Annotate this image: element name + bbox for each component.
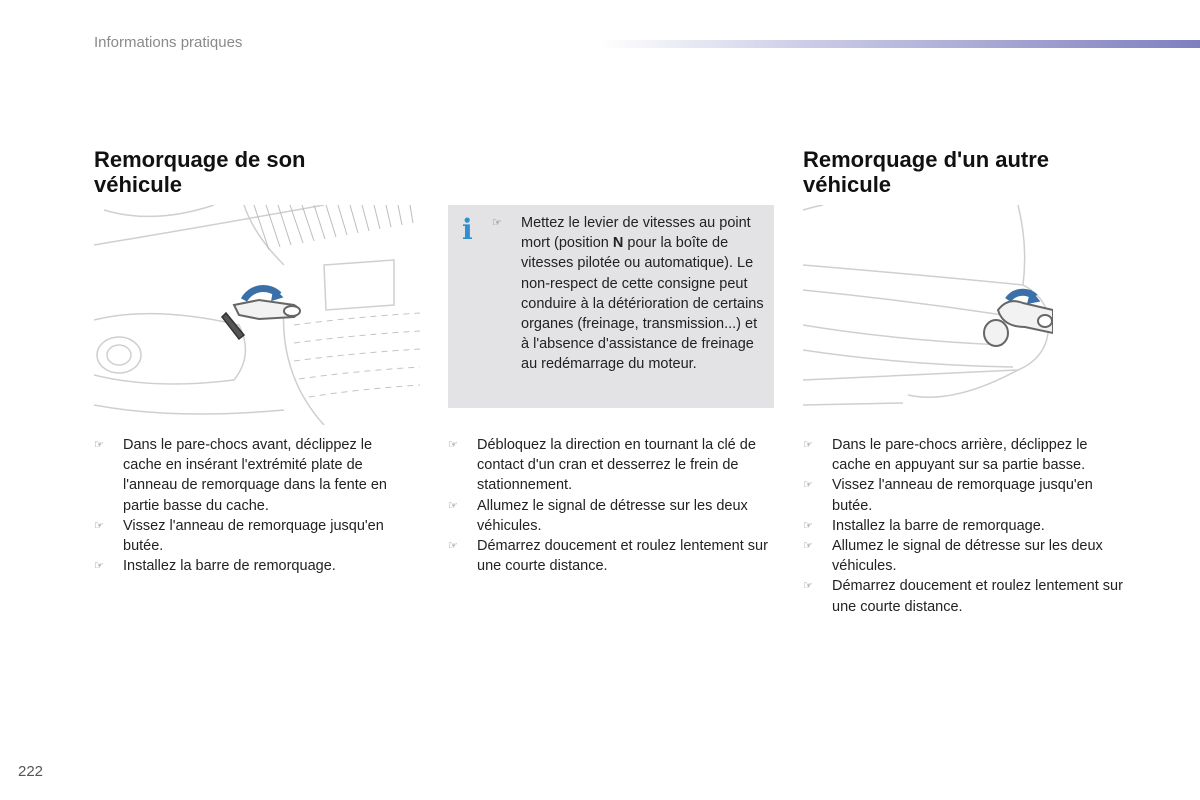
step-text: Vissez l'anneau de remorquage jusqu'en butée. <box>832 477 1093 514</box>
list-item <box>803 536 1123 576</box>
list-item <box>448 435 778 496</box>
right-section-title <box>803 147 1123 197</box>
info-note-bold-n: N <box>612 235 624 252</box>
list-item <box>448 536 778 576</box>
list-item <box>94 516 414 556</box>
step-text: Débloquez la direction en tournant la clé de contact d'un cran et desserrez le frein de stationnement. <box>477 437 756 494</box>
info-note-list <box>492 213 768 375</box>
hand-pointer-icon: ☞ <box>803 580 813 593</box>
hand-pointer-icon: ☞ <box>94 560 104 573</box>
list-item <box>803 475 1123 515</box>
list-item <box>448 496 778 536</box>
list-item <box>803 576 1123 616</box>
step-text: Dans le pare-chocs arrière, déclippez le cache en appuyant sur sa partie basse. <box>832 437 1088 474</box>
left-title-line1: Remorquage de son <box>94 147 306 172</box>
hand-pointer-icon: ☞ <box>803 439 813 451</box>
list-item <box>803 435 1123 475</box>
step-text: Installez la barre de remorquage. <box>123 558 336 575</box>
step-text: Démarrez doucement et roulez lentement sur une courte distance. <box>832 578 1123 615</box>
step-text: Dans le pare-chocs avant, déclippez le cache en insérant l'extrémité plate de l'anneau de remorquage dans la fente en partie basse du cache. <box>123 437 387 514</box>
hand-pointer-icon: ☞ <box>448 439 458 451</box>
step-text: Installez la barre de remorquage. <box>832 517 1045 534</box>
step-text: Vissez l'anneau de remorquage jusqu'en butée. <box>123 517 384 555</box>
info-note-text-after: pour la boîte de vitesses pilotée ou automatique). Le non-respect de cette consigne peut conduire à la détérioration de certains organes (freinage, transmission...) et à l'absence d'assistance de freinage au redémarrage du moteur. <box>521 235 764 373</box>
step-text: Démarrez doucement et roulez lentement sur une courte distance. <box>477 538 768 575</box>
right-title-line2: véhicule <box>803 172 892 197</box>
info-note-item <box>492 213 768 375</box>
hand-pointer-icon: ☞ <box>803 540 813 553</box>
list-item <box>803 516 1123 536</box>
hand-pointer-icon: ☞ <box>492 217 502 229</box>
middle-steps-list <box>448 435 778 576</box>
hand-pointer-icon: ☞ <box>803 519 813 532</box>
hand-pointer-icon: ☞ <box>448 540 458 553</box>
info-note-box <box>448 205 774 408</box>
left-section-title <box>94 147 394 197</box>
right-title-line1: Remorquage d'un autre <box>803 147 1050 172</box>
hand-pointer-icon: ☞ <box>803 479 813 492</box>
hand-pointer-icon: ☞ <box>94 519 104 532</box>
list-item <box>94 556 414 576</box>
list-item <box>94 435 414 516</box>
section-header-label: Informations pratiques <box>94 34 243 51</box>
front-bumper-illustration <box>94 205 420 425</box>
rear-bumper-illustration <box>803 205 1053 425</box>
right-steps-list <box>803 435 1123 617</box>
step-text: Allumez le signal de détresse sur les deux véhicules. <box>477 497 748 534</box>
header-accent-bar <box>600 40 1200 48</box>
left-title-line2: véhicule <box>94 172 183 197</box>
info-icon: i <box>462 213 473 246</box>
hand-pointer-icon: ☞ <box>448 499 458 512</box>
hand-pointer-icon: ☞ <box>94 439 104 451</box>
step-text: Allumez le signal de détresse sur les deux véhicules. <box>832 538 1103 575</box>
page-number: 222 <box>18 763 44 780</box>
left-steps-list <box>94 435 414 576</box>
info-note-text-before: Mettez le levier de vitesses au point mort (position <box>521 215 751 252</box>
